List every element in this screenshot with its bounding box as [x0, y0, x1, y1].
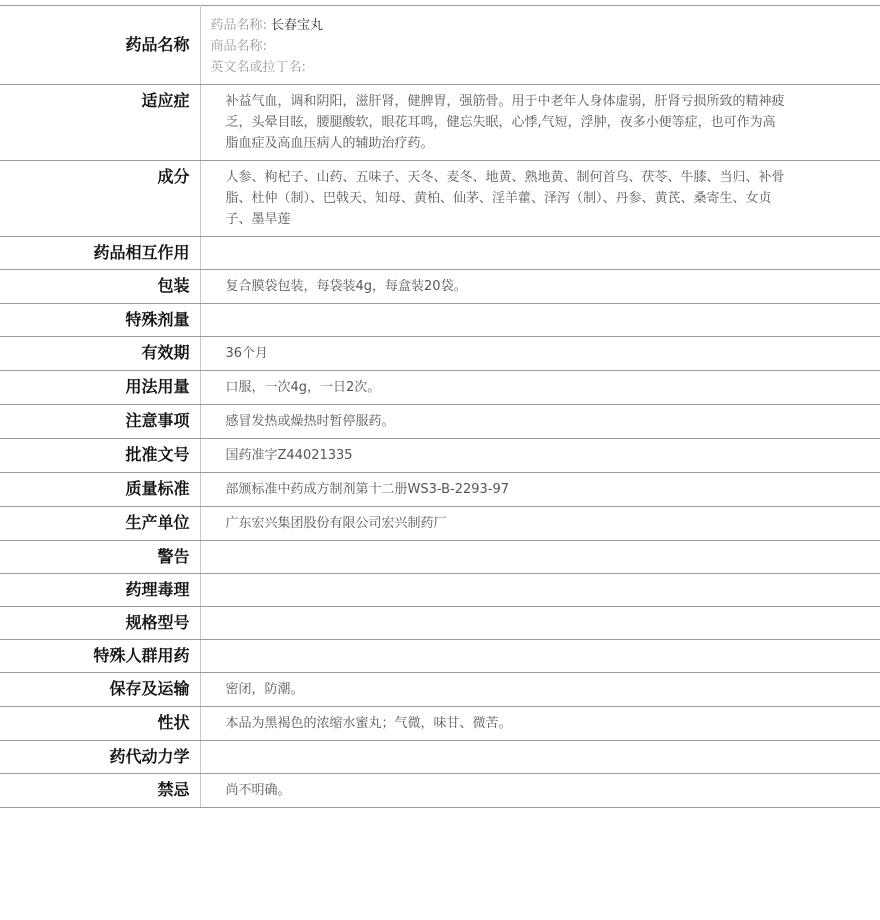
generic-name-line — [211, 15, 871, 36]
row-value — [200, 304, 880, 337]
info-row — [0, 707, 880, 741]
row-label: 质量标准 — [0, 473, 200, 507]
row-value: 密闭，防潮。 — [200, 673, 880, 707]
info-row — [0, 640, 880, 673]
row-value: 本品为黑褐色的浓缩水蜜丸；气微，味甘、微苦。 — [200, 707, 880, 741]
row-value — [200, 237, 880, 270]
drug-info-table — [0, 5, 880, 808]
row-value: 感冒发热或燥热时暂停服药。 — [200, 405, 880, 439]
info-row — [0, 161, 880, 237]
info-row — [0, 473, 880, 507]
info-row — [0, 270, 880, 304]
info-row — [0, 574, 880, 607]
row-label: 特殊人群用药 — [0, 640, 200, 673]
row-label: 生产单位 — [0, 507, 200, 541]
info-row — [0, 673, 880, 707]
info-row — [0, 507, 880, 541]
row-label: 批准文号 — [0, 439, 200, 473]
row-label: 特殊剂量 — [0, 304, 200, 337]
english-name-key: 英文名或拉丁名: — [210, 60, 306, 75]
row-value — [200, 541, 880, 574]
row-value — [200, 574, 880, 607]
row-value: 补益气血，调和阴阳，滋肝肾，健脾胃，强筋骨。用于中老年人身体虚弱，肝肾亏损所致的精神疲乏，头晕目眩，腰腿酸软，眼花耳鸣，健忘失眠，心悸,气短，浮肿，夜多小便等症，也可作为高脂血症及高血压病人的辅助治疗药。 — [200, 85, 880, 161]
trade-name-key: 商品名称: — [210, 39, 267, 54]
info-row — [0, 237, 880, 270]
drug-name-details — [200, 6, 880, 85]
row-label: 警告 — [0, 541, 200, 574]
row-value: 人参、枸杞子、山药、五味子、天冬、麦冬、地黄、熟地黄、制何首乌、茯苓、牛膝、当归、补骨脂、杜仲（制）、巴戟天、知母、黄柏、仙茅、淫羊藿、泽泻（制）、丹参、黄芪、桑寄生、女贞子、墨旱莲 — [200, 161, 880, 237]
row-value — [200, 607, 880, 640]
row-value: 部颁标准中药成方制剂第十二册WS3-B-2293-97 — [200, 473, 880, 507]
generic-name-value: 长春宝丸 — [271, 18, 324, 33]
row-value: 尚不明确。 — [200, 774, 880, 808]
english-name-line — [211, 57, 871, 78]
row-label: 规格型号 — [0, 607, 200, 640]
row-value: 口服，一次4g，一日2次。 — [200, 371, 880, 405]
info-row — [0, 774, 880, 808]
row-label: 成分 — [0, 161, 200, 237]
row-value: 广东宏兴集团股份有限公司宏兴制药厂 — [200, 507, 880, 541]
info-row — [0, 405, 880, 439]
row-label: 药品名称 — [0, 6, 200, 85]
row-value: 36个月 — [200, 337, 880, 371]
row-label: 药理毒理 — [0, 574, 200, 607]
row-label: 保存及运输 — [0, 673, 200, 707]
info-row — [0, 85, 880, 161]
row-value: 国药准字Z44021335 — [200, 439, 880, 473]
row-label: 有效期 — [0, 337, 200, 371]
drug-name-row — [0, 6, 880, 85]
row-label: 药品相互作用 — [0, 237, 200, 270]
drug-info-body — [0, 6, 880, 808]
generic-name-key: 药品名称: — [210, 18, 267, 33]
trade-name-line — [211, 36, 871, 57]
info-row — [0, 304, 880, 337]
info-row — [0, 607, 880, 640]
row-label: 性状 — [0, 707, 200, 741]
row-label: 用法用量 — [0, 371, 200, 405]
info-row — [0, 439, 880, 473]
info-row — [0, 741, 880, 774]
info-row — [0, 371, 880, 405]
row-label: 适应症 — [0, 85, 200, 161]
row-label: 禁忌 — [0, 774, 200, 808]
row-label: 注意事项 — [0, 405, 200, 439]
info-row — [0, 541, 880, 574]
row-value: 复合膜袋包装，每袋装4g，每盒装20袋。 — [200, 270, 880, 304]
row-value — [200, 741, 880, 774]
row-label: 包装 — [0, 270, 200, 304]
info-row — [0, 337, 880, 371]
row-label: 药代动力学 — [0, 741, 200, 774]
row-value — [200, 640, 880, 673]
